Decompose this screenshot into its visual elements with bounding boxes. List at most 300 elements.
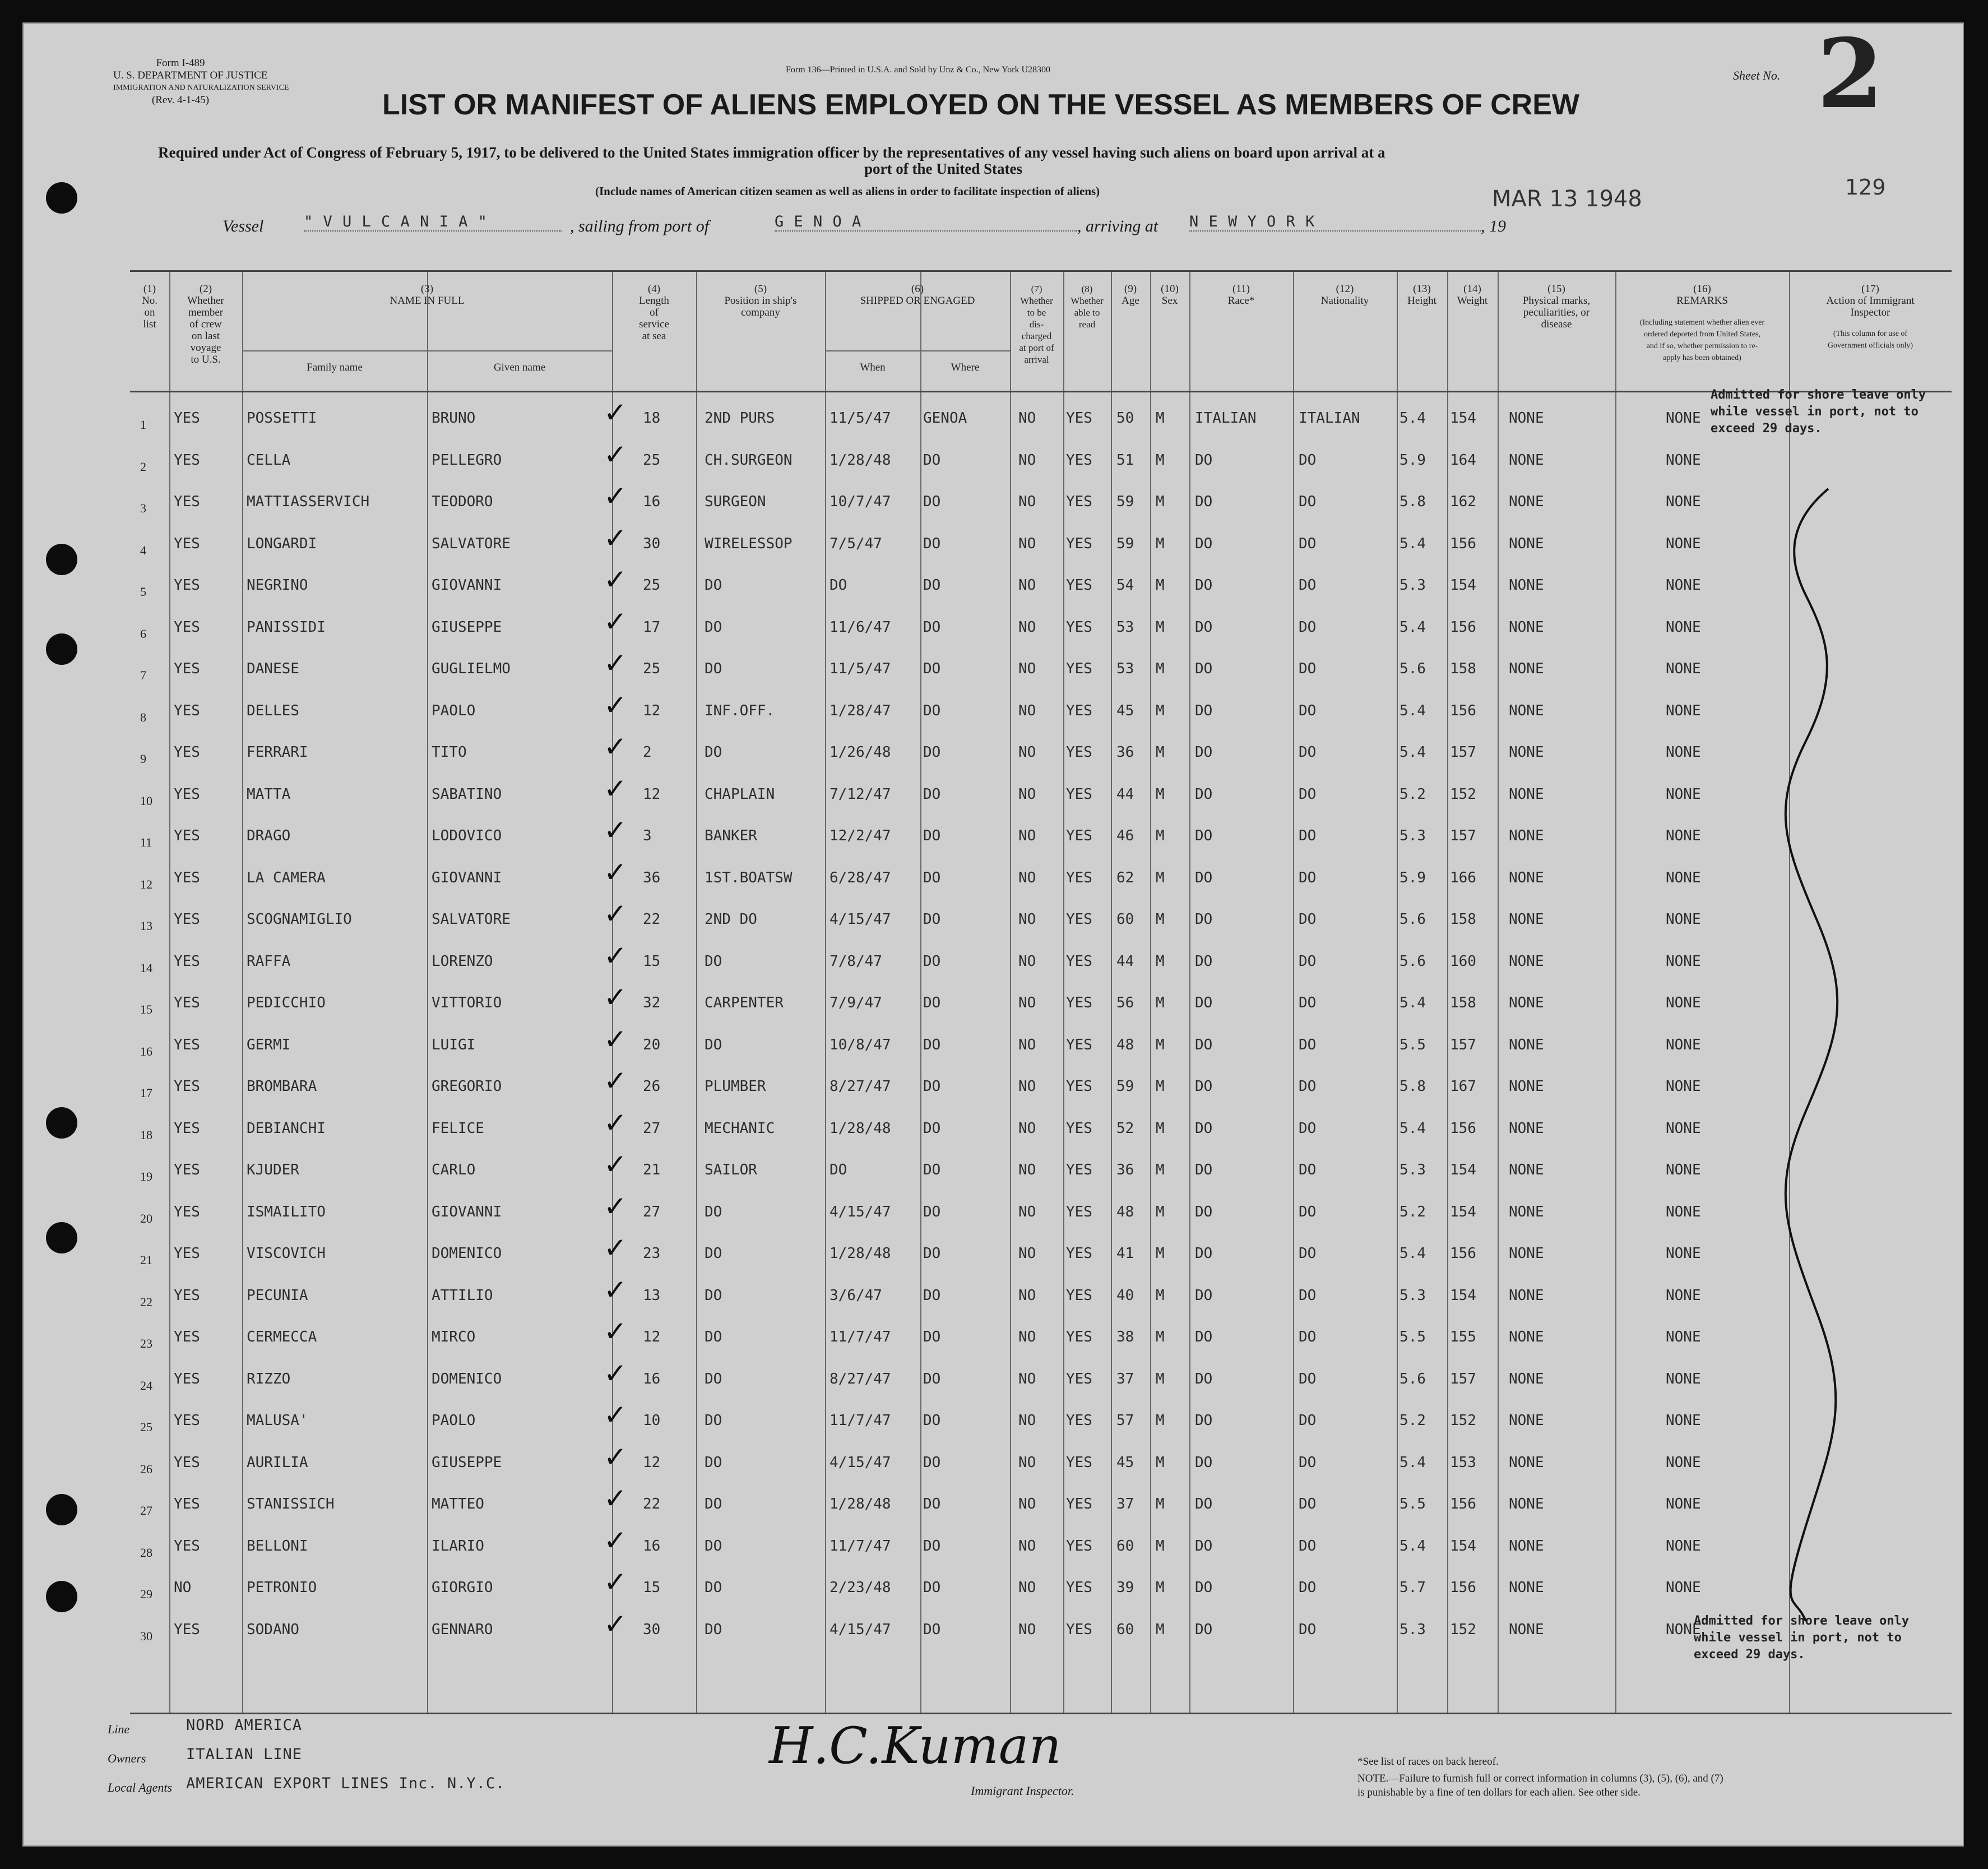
sex: M [1156, 994, 1165, 1011]
family-name: POSSETTI [247, 410, 317, 427]
sex: M [1156, 577, 1165, 594]
check-mark: ✓ [604, 1148, 627, 1181]
family-name: ISMAILITO [247, 1203, 326, 1220]
height: 5.4 [1400, 994, 1426, 1011]
row-number: 30 [140, 1629, 152, 1643]
position: 1ST.BOATSW [705, 869, 793, 886]
weight: 155 [1450, 1329, 1476, 1345]
row-number: 24 [140, 1378, 152, 1393]
weight: 154 [1450, 577, 1476, 594]
length-service: 27 [643, 1203, 661, 1220]
header-action-note: (This column for use of Government officials only) [1827, 330, 1913, 350]
physical-marks: NONE [1509, 702, 1544, 719]
length-service: 32 [643, 994, 661, 1011]
table-row [130, 981, 1952, 1033]
header-shipped-engaged: (6) SHIPPED OR ENGAGED [860, 283, 975, 307]
year-label: , 19 [1481, 217, 1506, 235]
race: DO [1195, 911, 1213, 928]
able-to-read: YES [1066, 827, 1092, 844]
given-name: GENNARO [432, 1621, 493, 1638]
shipped-when: 8/27/47 [830, 1370, 891, 1387]
sex: M [1156, 660, 1165, 677]
position: DO [705, 1245, 722, 1262]
weight: 156 [1450, 1579, 1476, 1596]
sailing-label: , sailing from port of [570, 217, 710, 235]
shipped-when: 11/5/47 [830, 410, 891, 427]
age: 53 [1116, 660, 1134, 677]
position: DO [705, 1496, 722, 1512]
height: 5.6 [1400, 952, 1426, 970]
sex: M [1156, 1579, 1165, 1596]
physical-marks: NONE [1509, 869, 1544, 886]
length-service: 13 [643, 1287, 661, 1304]
age: 37 [1116, 1496, 1134, 1512]
shipped-when: 2/23/48 [830, 1579, 891, 1596]
row-number: 15 [140, 1002, 152, 1016]
sex: M [1156, 827, 1165, 844]
shipped-where: DO [923, 1078, 941, 1095]
check-mark: ✓ [604, 1232, 627, 1264]
nationality: DO [1299, 827, 1317, 844]
race: DO [1195, 827, 1213, 844]
check-mark: ✓ [604, 1607, 627, 1640]
height: 5.7 [1400, 1579, 1426, 1596]
length-service: 25 [643, 577, 661, 594]
shipped-where: GENOA [923, 410, 967, 427]
nationality: DO [1299, 535, 1317, 552]
position: MECHANIC [705, 1119, 775, 1137]
header-when: When [860, 362, 886, 373]
discharged: NO [1018, 1370, 1036, 1387]
row-number: 11 [140, 835, 152, 849]
family-name: STANISSICH [247, 1496, 335, 1512]
shipped-when: 11/7/47 [830, 1329, 891, 1345]
sex: M [1156, 618, 1165, 636]
race: DO [1195, 1621, 1213, 1638]
discharged: NO [1018, 1329, 1036, 1345]
remarks: NONE [1666, 577, 1701, 594]
weight: 156 [1450, 702, 1476, 719]
sex: M [1156, 1370, 1165, 1387]
discharged: NO [1018, 911, 1036, 928]
remarks: NONE [1666, 493, 1701, 510]
able-to-read: YES [1066, 1036, 1092, 1053]
table-row [130, 1148, 1952, 1200]
discharged: NO [1018, 744, 1036, 761]
table-row [130, 855, 1952, 908]
race: DO [1195, 1329, 1213, 1345]
shipped-when: 11/6/47 [830, 618, 891, 636]
shipped-when: 6/28/47 [830, 869, 891, 886]
age: 59 [1116, 493, 1134, 510]
given-name: MIRCO [432, 1329, 476, 1345]
table-row [130, 1607, 1952, 1660]
nationality: DO [1299, 1496, 1317, 1512]
length-service: 27 [643, 1119, 661, 1137]
nationality: DO [1299, 869, 1317, 886]
nationality: DO [1299, 1162, 1317, 1178]
nationality: DO [1299, 1370, 1317, 1387]
able-to-read: YES [1066, 952, 1092, 970]
row-number: 3 [140, 501, 146, 515]
given-name: PELLEGRO [432, 451, 502, 469]
shipped-where: DO [923, 535, 941, 552]
discharged: NO [1018, 451, 1036, 469]
race: DO [1195, 1162, 1213, 1178]
physical-marks: NONE [1509, 1412, 1544, 1429]
remarks: NONE [1666, 1203, 1701, 1220]
age: 51 [1116, 451, 1134, 469]
check-mark: ✓ [604, 939, 627, 972]
family-name: DEBIANCHI [247, 1119, 326, 1137]
height: 5.4 [1400, 1119, 1426, 1137]
family-name: DANESE [247, 660, 299, 677]
discharged: NO [1018, 869, 1036, 886]
shipped-where: DO [923, 952, 941, 970]
able-to-read: YES [1066, 702, 1092, 719]
family-name: CERMECCA [247, 1329, 317, 1345]
height: 5.3 [1400, 827, 1426, 844]
length-service: 15 [643, 952, 661, 970]
able-to-read: YES [1066, 1454, 1092, 1471]
nationality: DO [1299, 618, 1317, 636]
age: 44 [1116, 785, 1134, 803]
age: 60 [1116, 1621, 1134, 1638]
race: DO [1195, 1036, 1213, 1053]
member-last-voyage: YES [174, 785, 200, 803]
nationality: DO [1299, 1454, 1317, 1471]
check-mark: ✓ [604, 396, 627, 429]
check-mark: ✓ [604, 1190, 627, 1223]
nationality: DO [1299, 1621, 1317, 1638]
nationality: DO [1299, 577, 1317, 594]
discharged: NO [1018, 1412, 1036, 1429]
position: DO [705, 1036, 722, 1053]
nationality: DO [1299, 994, 1317, 1011]
weight: 156 [1450, 1245, 1476, 1262]
remarks: NONE [1666, 1078, 1701, 1095]
shipped-where: DO [923, 785, 941, 803]
sex: M [1156, 493, 1165, 510]
nationality: DO [1299, 1329, 1317, 1345]
able-to-read: YES [1066, 410, 1092, 427]
position: DO [705, 660, 722, 677]
department: U. S. DEPARTMENT OF JUSTICE [113, 70, 268, 81]
punch-hole [46, 1581, 77, 1612]
physical-marks: NONE [1509, 1036, 1544, 1053]
shipped-where: DO [923, 493, 941, 510]
member-last-voyage: YES [174, 493, 200, 510]
remarks: NONE [1666, 952, 1701, 970]
race: DO [1195, 1245, 1213, 1262]
position: DO [705, 1370, 722, 1387]
given-name: SABATINO [432, 785, 502, 803]
remarks: NONE [1666, 410, 1701, 427]
member-last-voyage: YES [174, 1162, 200, 1178]
check-mark: ✓ [604, 898, 627, 930]
physical-marks: NONE [1509, 785, 1544, 803]
shipped-when: 7/9/47 [830, 994, 882, 1011]
height: 5.4 [1400, 1454, 1426, 1471]
nationality: DO [1299, 1078, 1317, 1095]
row-number: 26 [140, 1461, 152, 1476]
position: CHAPLAIN [705, 785, 775, 803]
member-last-voyage: YES [174, 994, 200, 1011]
discharged: NO [1018, 1036, 1036, 1053]
position: SURGEON [705, 493, 766, 510]
check-mark: ✓ [604, 981, 627, 1014]
line-label: Line [108, 1722, 130, 1736]
page-number: 129 [1845, 175, 1886, 200]
sex: M [1156, 451, 1165, 469]
physical-marks: NONE [1509, 1537, 1544, 1555]
position: DO [705, 1329, 722, 1345]
remarks: NONE [1666, 1579, 1701, 1596]
able-to-read: YES [1066, 451, 1092, 469]
table-row [130, 396, 1952, 448]
able-to-read: YES [1066, 869, 1092, 886]
owners-label: Owners [108, 1751, 146, 1765]
able-to-read: YES [1066, 1412, 1092, 1429]
subtitle-line-1: Required under Act of Congress of February 5, 1917, to be delivered to the United States immigration officer by the representatives of any vessel having such aliens on board upon arrival at a [158, 144, 1385, 161]
remarks: NONE [1666, 1412, 1701, 1429]
row-number: 29 [140, 1587, 152, 1601]
shipped-where: DO [923, 577, 941, 594]
race: ITALIAN [1195, 410, 1257, 427]
shipped-when: 4/15/47 [830, 1203, 891, 1220]
vessel-label: Vessel [223, 217, 264, 235]
given-name: GIUSEPPE [432, 618, 502, 636]
remarks: NONE [1666, 1329, 1701, 1345]
age: 59 [1116, 535, 1134, 552]
discharged: NO [1018, 493, 1036, 510]
able-to-read: YES [1066, 618, 1092, 636]
given-name: PAOLO [432, 702, 476, 719]
shipped-where: DO [923, 1579, 941, 1596]
service-name: IMMIGRATION AND NATURALIZATION SERVICE [113, 84, 289, 92]
row-number: 2 [140, 459, 146, 474]
length-service: 12 [643, 1454, 661, 1471]
table-row [130, 772, 1952, 825]
weight: 154 [1450, 410, 1476, 427]
position: DO [705, 1621, 722, 1638]
age: 40 [1116, 1287, 1134, 1304]
physical-marks: NONE [1509, 535, 1544, 552]
punch-hole [46, 1222, 77, 1253]
height: 5.9 [1400, 451, 1426, 469]
weight: 156 [1450, 618, 1476, 636]
age: 56 [1116, 994, 1134, 1011]
discharged: NO [1018, 1162, 1036, 1178]
sheet-no-label: Sheet No. [1733, 68, 1781, 82]
position: BANKER [705, 827, 757, 844]
shipped-where: DO [923, 618, 941, 636]
weight: 152 [1450, 785, 1476, 803]
length-service: 30 [643, 1621, 661, 1638]
length-service: 20 [643, 1036, 661, 1053]
given-name: TEODORO [432, 493, 493, 510]
weight: 162 [1450, 493, 1476, 510]
race: DO [1195, 744, 1213, 761]
punch-hole [46, 1107, 77, 1139]
row-number: 7 [140, 668, 146, 682]
table-row [130, 1232, 1952, 1284]
family-name: LONGARDI [247, 535, 317, 552]
remarks: NONE [1666, 1287, 1701, 1304]
table-row [130, 605, 1952, 658]
race: DO [1195, 1078, 1213, 1095]
given-name: LORENZO [432, 952, 493, 970]
revision: (Rev. 4-1-45) [151, 94, 210, 106]
agents-label: Local Agents [108, 1780, 173, 1794]
member-last-voyage: YES [174, 952, 200, 970]
nationality: DO [1299, 1119, 1317, 1137]
row-number: 14 [140, 960, 152, 975]
shipped-where: DO [923, 1370, 941, 1387]
sex: M [1156, 1412, 1165, 1429]
sheet-number: 2 [1817, 18, 1884, 130]
row-number: 23 [140, 1336, 152, 1350]
row-number: 21 [140, 1253, 152, 1267]
member-last-voyage: YES [174, 1621, 200, 1638]
age: 37 [1116, 1370, 1134, 1387]
height: 5.3 [1400, 1287, 1426, 1304]
member-last-voyage: YES [174, 1036, 200, 1053]
weight: 158 [1450, 911, 1476, 928]
header-family-name: Family name [307, 362, 363, 373]
remarks: NONE [1666, 911, 1701, 928]
weight: 156 [1450, 1496, 1476, 1512]
sex: M [1156, 1329, 1165, 1345]
form-id-block [113, 57, 289, 107]
given-name: DOMENICO [432, 1245, 502, 1262]
subtitle-line-3: (Include names of American citizen seamen as well as aliens in order to facilitate inspection of aliens) [595, 184, 1100, 198]
weight: 157 [1450, 827, 1476, 844]
remarks: NONE [1666, 1245, 1701, 1262]
remarks: NONE [1666, 1370, 1701, 1387]
header-where: Where [951, 362, 980, 373]
discharged: NO [1018, 827, 1036, 844]
table-row [130, 730, 1952, 783]
able-to-read: YES [1066, 1370, 1092, 1387]
height: 5.5 [1400, 1329, 1426, 1345]
note-races: *See list of races on back hereof. [1357, 1756, 1499, 1768]
shipped-when: 7/5/47 [830, 535, 882, 552]
length-service: 15 [643, 1579, 661, 1596]
family-name: VISCOVICH [247, 1245, 326, 1262]
row-number: 8 [140, 710, 146, 724]
sex: M [1156, 869, 1165, 886]
given-name: CARLO [432, 1162, 476, 1178]
shipped-where: DO [923, 1245, 941, 1262]
header-weight: (14) Weight [1457, 283, 1488, 307]
physical-marks: NONE [1509, 1621, 1544, 1638]
table-row [130, 1065, 1952, 1117]
weight: 164 [1450, 451, 1476, 469]
member-last-voyage: YES [174, 1078, 200, 1095]
given-name: GREGORIO [432, 1078, 502, 1095]
member-last-voyage: YES [174, 1287, 200, 1304]
age: 48 [1116, 1036, 1134, 1053]
row-number: 19 [140, 1169, 152, 1183]
given-name: GUGLIELMO [432, 660, 511, 677]
remarks: NONE [1666, 618, 1701, 636]
shipped-where: DO [923, 451, 941, 469]
discharged: NO [1018, 1078, 1036, 1095]
shipped-where: DO [923, 1454, 941, 1471]
given-name: ILARIO [432, 1537, 484, 1555]
shipped-where: DO [923, 1036, 941, 1053]
member-last-voyage: YES [174, 1119, 200, 1137]
shipped-when: 1/28/48 [830, 1245, 891, 1262]
discharged: NO [1018, 535, 1036, 552]
length-service: 22 [643, 1496, 661, 1512]
position: PLUMBER [705, 1078, 766, 1095]
race: DO [1195, 1496, 1213, 1512]
page-title: LIST OR MANIFEST OF ALIENS EMPLOYED ON THE VESSEL AS MEMBERS OF CREW [382, 89, 1579, 121]
sex: M [1156, 911, 1165, 928]
position: CH.SURGEON [705, 451, 793, 469]
race: DO [1195, 618, 1213, 636]
header-nationality: (12) Nationality [1320, 283, 1369, 307]
row-number: 20 [140, 1211, 152, 1225]
physical-marks: NONE [1509, 493, 1544, 510]
height: 5.5 [1400, 1496, 1426, 1512]
age: 50 [1116, 410, 1134, 427]
header-physical-marks: (15) Physical marks, peculiarities, or disease [1522, 283, 1591, 330]
table-row [130, 939, 1952, 992]
discharged: NO [1018, 1621, 1036, 1638]
position: 2ND DO [705, 911, 757, 928]
header-able-read: (8) Whether able to read [1071, 284, 1104, 330]
age: 46 [1116, 827, 1134, 844]
able-to-read: YES [1066, 577, 1092, 594]
sex: M [1156, 744, 1165, 761]
race: DO [1195, 660, 1213, 677]
length-service: 36 [643, 869, 661, 886]
given-name: LUIGI [432, 1036, 476, 1053]
member-last-voyage: YES [174, 1245, 200, 1262]
shipped-where: DO [923, 1162, 941, 1178]
remarks: NONE [1666, 869, 1701, 886]
height: 5.4 [1400, 410, 1426, 427]
shipped-where: DO [923, 1287, 941, 1304]
remarks: NONE [1666, 1537, 1701, 1555]
family-name: RAFFA [247, 952, 291, 970]
family-name: MALUSA' [247, 1412, 308, 1429]
position: DO [705, 1412, 722, 1429]
member-last-voyage: YES [174, 1496, 200, 1512]
row-number: 25 [140, 1420, 152, 1434]
shipped-when: 7/12/47 [830, 785, 891, 803]
given-name: PAOLO [432, 1412, 476, 1429]
row-number: 16 [140, 1044, 152, 1058]
header-member-last-voyage: (2) Whether member of crew on last voyage to U.S. [187, 283, 224, 366]
check-mark: ✓ [604, 563, 627, 596]
port-to: N E W Y O R K [1189, 213, 1481, 232]
position: DO [705, 1203, 722, 1220]
remarks: NONE [1666, 1621, 1701, 1638]
length-service: 25 [643, 660, 661, 677]
given-name: MATTEO [432, 1496, 484, 1512]
nationality: DO [1299, 702, 1317, 719]
nationality: DO [1299, 952, 1317, 970]
inspector-label: Immigrant Inspector. [971, 1784, 1074, 1798]
family-name: MATTIASSERVICH [247, 493, 370, 510]
height: 5.8 [1400, 1078, 1426, 1095]
race: DO [1195, 1203, 1213, 1220]
check-mark: ✓ [604, 521, 627, 554]
